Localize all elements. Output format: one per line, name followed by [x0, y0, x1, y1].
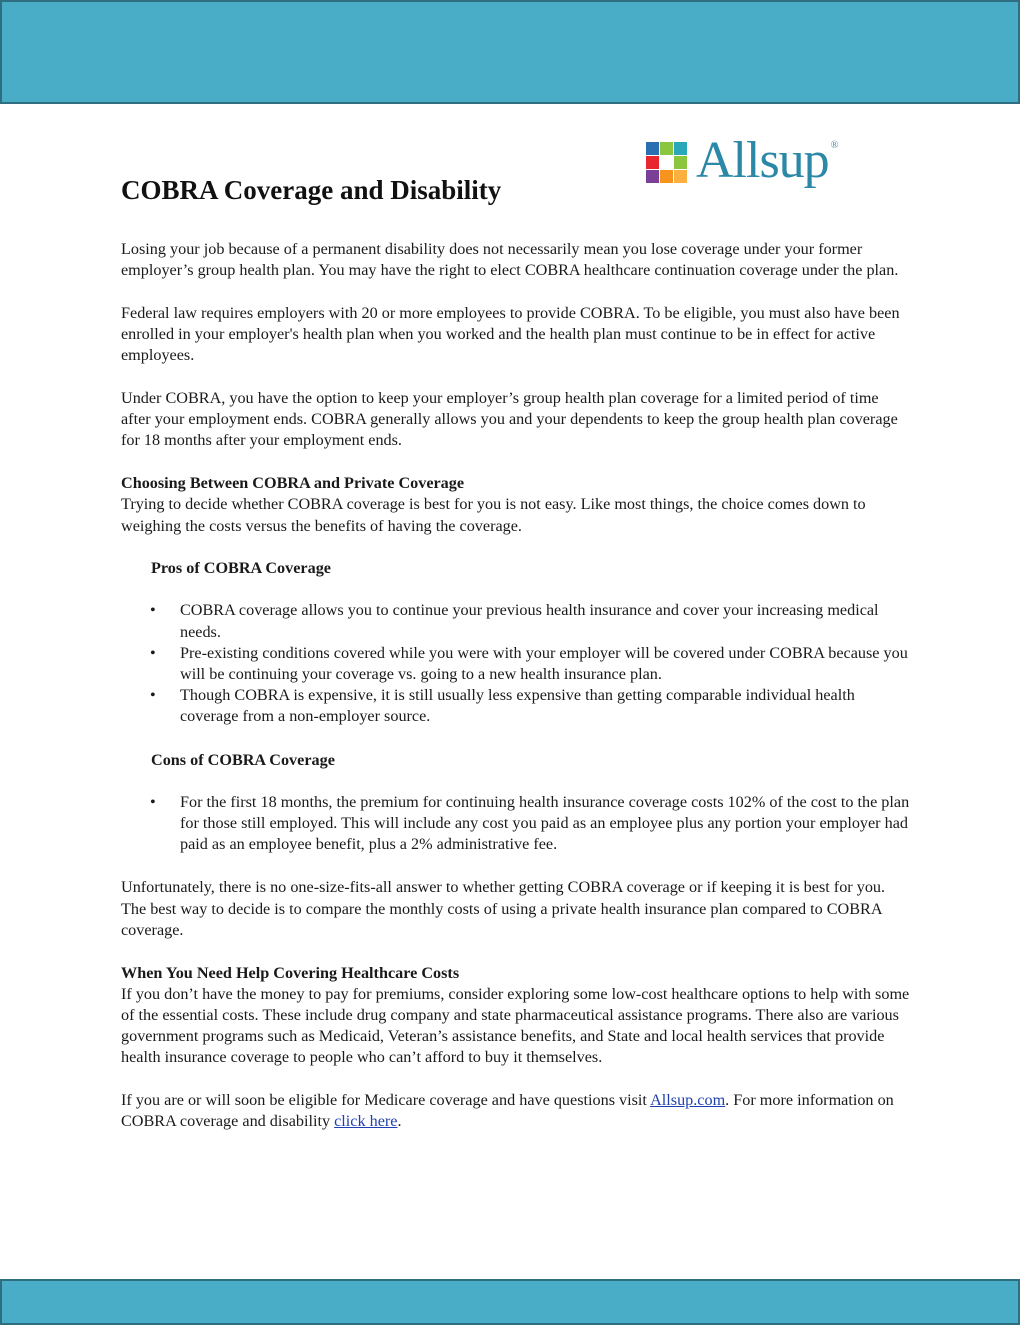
cons-heading: Cons of COBRA Coverage: [151, 750, 335, 769]
help-text: If you don’t have the money to pay for premiums, consider exploring some low-cost healthcare options to help with some of the essential costs. These include drug company and state pharmaceutical assistance programs. There also are various government programs such as Medicaid, Veteran’s assistance benefits, and State and local health services that provide health insurance coverage to people who can’t afford to buy it themselves.: [121, 984, 910, 1067]
choosing-text: Trying to decide whether COBRA coverage is best for you is not easy. Like most things, the choice comes down to weighing the costs versus the benefits of having the coverage.: [121, 495, 866, 535]
cons-list: [121, 792, 911, 856]
conclusion-paragraph: Unfortunately, there is no one-size-fits-all answer to whether getting COBRA coverage or if keeping it is best for you. The best way to decide is to compare the monthly costs of using a private health insurance plan compared to COBRA coverage.: [121, 878, 886, 939]
allsup-logo: [644, 130, 838, 196]
registered-mark: ®: [830, 139, 839, 151]
intro-paragraph-2: Federal law requires employers with 20 or more employees to provide COBRA. To be eligible, you must also have been enrolled in your employer's health plan when you worked and the health plan must continue to be in effect for active employees.: [121, 303, 900, 365]
closing-text-2: . For more information on COBRA coverage and disability: [121, 1091, 894, 1131]
document-body: [121, 239, 911, 1154]
choosing-heading: Choosing Between COBRA and Private Coverage: [121, 474, 465, 493]
intro-paragraph-3: Under COBRA, you have the option to keep your employer’s group health plan coverage for a limited period of time after your employment ends. COBRA generally allows you and your dependents to keep the group health plan coverage for 18 months after your employment ends.: [121, 389, 898, 450]
closing-paragraph: [121, 1090, 911, 1132]
help-section: [121, 963, 911, 1069]
pros-item: • COBRA coverage allows you to continue your previous health insurance and cover your increasing medical needs.: [180, 600, 911, 642]
click-here-link[interactable]: click here: [334, 1112, 398, 1131]
help-heading: When You Need Help Covering Healthcare Costs: [121, 963, 460, 982]
closing-text-3: .: [397, 1112, 402, 1131]
allsup-logo-wordmark: Allsup: [696, 132, 829, 189]
allsup-link[interactable]: Allsup.com: [650, 1091, 726, 1110]
pros-list: [121, 600, 911, 727]
closing-text-1: If you are or will soon be eligible for Medicare coverage and have questions visit: [121, 1091, 651, 1110]
cons-item: • For the first 18 months, the premium for continuing health insurance coverage costs 102% of the cost to the plan for those still employed. This will include any cost you paid as an employee plus any portion your employer had paid as an employee benefit, plus a 2% administrative fee.: [180, 792, 911, 856]
choosing-section: [121, 473, 911, 537]
header-band: [0, 0, 1020, 104]
pros-item: • Though COBRA is expensive, it is still usually less expensive than getting comparable individual health coverage from a non-employer source.: [180, 685, 911, 727]
pros-heading: Pros of COBRA Coverage: [151, 559, 331, 578]
intro-paragraph-1: Losing your job because of a permanent disability does not necessarily mean you lose coverage under your former employer’s group health plan. You may have the right to elect COBRA healthcare continuation coverage under the plan.: [121, 240, 899, 280]
pros-item: • Pre-existing conditions covered while you were with your employer will be covered under COBRA because you will be continuing your coverage vs. going to a new health insurance plan.: [180, 643, 911, 685]
footer-band: [0, 1279, 1020, 1325]
allsup-logo-icon: [644, 140, 690, 186]
page-title: COBRA Coverage and Disability: [121, 175, 502, 205]
